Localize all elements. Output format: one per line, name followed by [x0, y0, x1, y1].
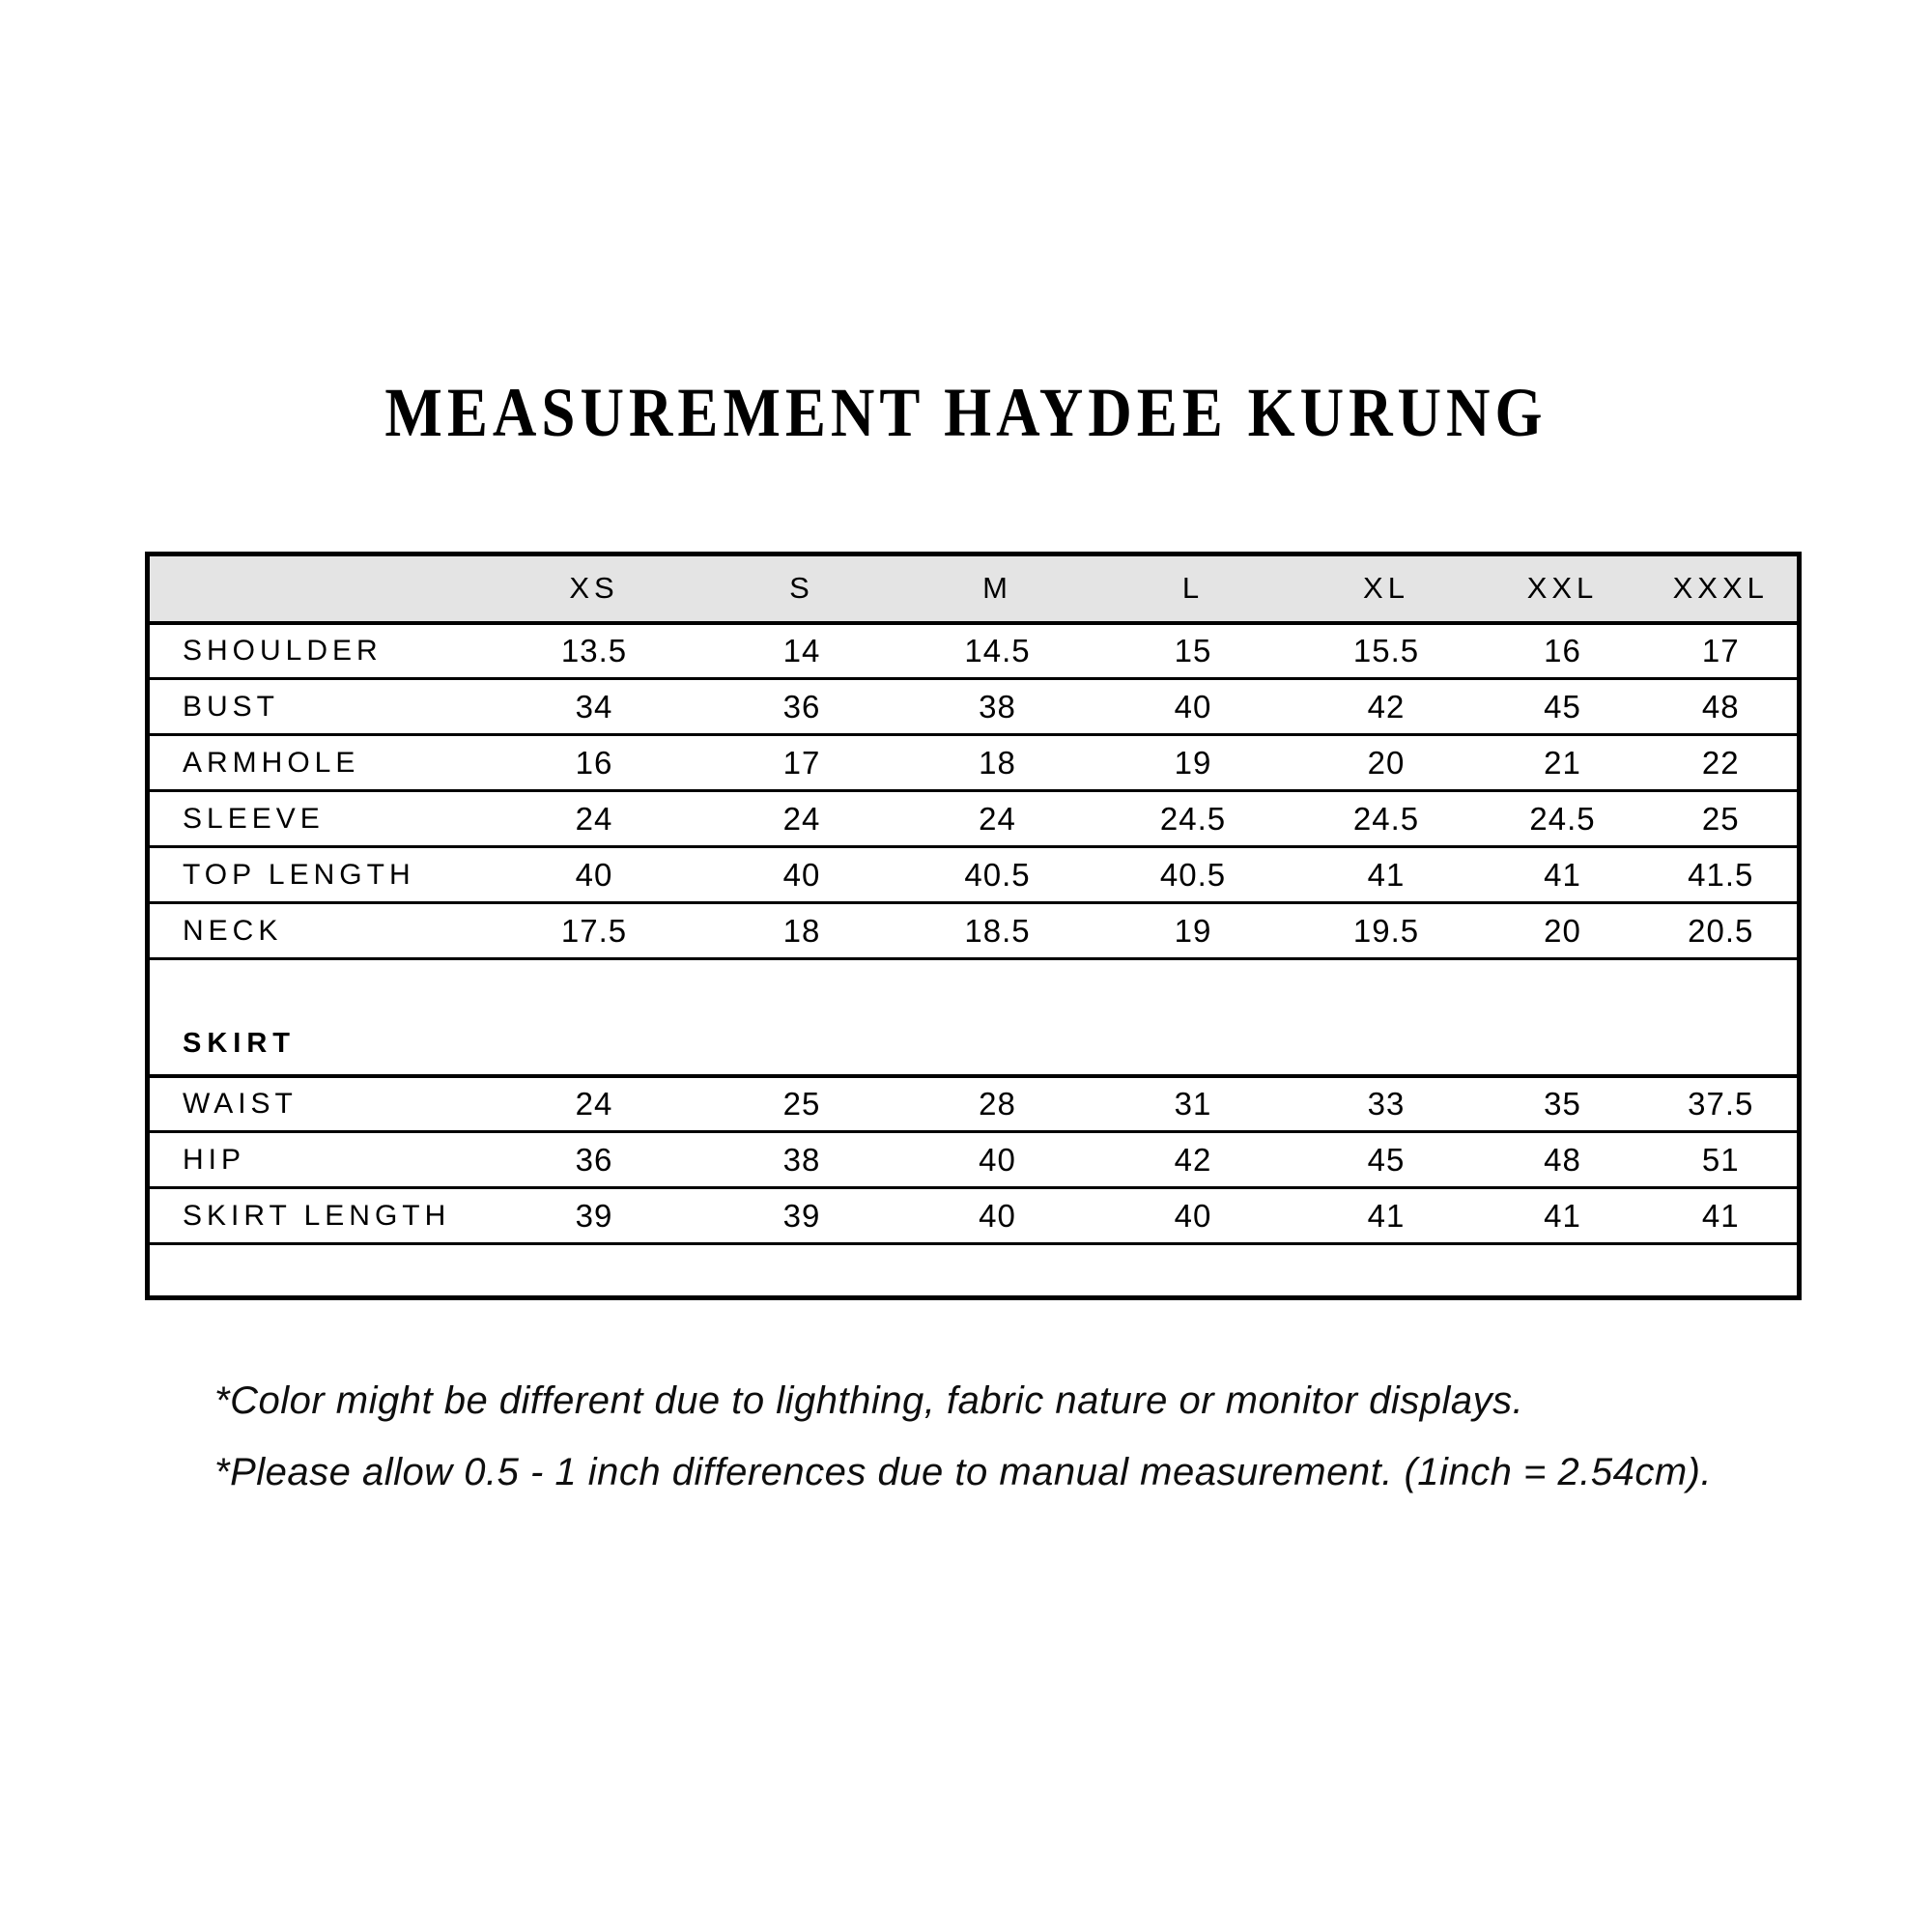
measurement-cell: 41	[1544, 856, 1581, 893]
table-row-neck	[148, 903, 1800, 959]
measurement-cell: 40	[782, 856, 821, 893]
measurement-cell: 16	[575, 744, 613, 781]
measurement-cell: 18.5	[964, 912, 1031, 949]
corner-cell	[148, 554, 486, 623]
empty-cell	[148, 1244, 1800, 1298]
measurement-cell: 42	[1174, 1141, 1212, 1178]
measurement-cell: 24	[575, 1085, 613, 1122]
measurement-cell: 17	[1701, 632, 1740, 668]
measurement-cell: 31	[1174, 1085, 1212, 1122]
measurement-cell: 20.5	[1688, 912, 1754, 949]
measurement-cell: 25	[782, 1085, 821, 1122]
table-row-sleeve	[148, 791, 1800, 847]
measurement-cell: 34	[575, 688, 613, 724]
row-label: HIP	[183, 1143, 246, 1176]
row-label: WAIST	[183, 1087, 298, 1120]
measurement-cell: 41	[1367, 856, 1406, 893]
measurement-cell: 15.5	[1352, 632, 1420, 668]
measurement-cell: 41.5	[1688, 856, 1754, 893]
measurement-cell: 48	[1544, 1141, 1581, 1178]
measurement-cell: 16	[1544, 632, 1581, 668]
skirt-section-row	[148, 959, 1800, 1076]
row-label: SKIRT LENGTH	[183, 1199, 451, 1232]
measurement-cell: 37.5	[1688, 1085, 1754, 1122]
table-row-skirt-length	[148, 1188, 1800, 1244]
size-chart-table	[145, 552, 1802, 1300]
measurement-cell: 19.5	[1352, 912, 1420, 949]
measurement-cell: 42	[1367, 688, 1406, 724]
size-column-header-s: S	[703, 554, 901, 623]
page-title-text: MEASUREMENT HAYDEE KURUNG	[384, 374, 1548, 451]
measurement-cell: 14.5	[964, 632, 1031, 668]
measurement-cell: 15	[1174, 632, 1212, 668]
measurement-cell: 24.5	[1159, 800, 1227, 837]
measurement-cell: 19	[1174, 912, 1212, 949]
measurement-cell: 40	[575, 856, 613, 893]
footnote-line-color: *Color might be different due to lighthing, fabric nature or monitor displays.	[214, 1379, 1524, 1422]
measurement-cell: 17.5	[560, 912, 628, 949]
measurement-cell: 38	[782, 1141, 821, 1178]
measurement-cell: 19	[1174, 744, 1212, 781]
table-row-waist	[148, 1076, 1800, 1132]
table-row-shoulder	[148, 623, 1800, 679]
measurement-cell: 24	[979, 800, 1016, 837]
measurement-cell: 40	[1174, 688, 1212, 724]
size-column-header-m: M	[901, 554, 1094, 623]
empty-bottom-row	[148, 1244, 1800, 1298]
size-column-header-xxxl: XXXL	[1645, 554, 1800, 623]
measurement-cell: 14	[782, 632, 821, 668]
measurement-cell: 45	[1367, 1141, 1406, 1178]
measurement-cell: 13.5	[560, 632, 628, 668]
measurement-cell: 40	[979, 1197, 1016, 1234]
measurement-cell: 45	[1544, 688, 1581, 724]
size-column-header-xxl: XXL	[1481, 554, 1645, 623]
measurement-cell: 28	[979, 1085, 1016, 1122]
measurement-cell: 41	[1367, 1197, 1406, 1234]
footnotes	[214, 1378, 1712, 1520]
row-label: NECK	[183, 914, 283, 947]
row-label: ARMHOLE	[183, 746, 360, 779]
measurement-cell: 51	[1701, 1141, 1740, 1178]
measurement-cell: 20	[1544, 912, 1581, 949]
measurement-cell: 21	[1544, 744, 1581, 781]
measurement-cell: 24	[782, 800, 821, 837]
measurement-cell: 22	[1701, 744, 1740, 781]
measurement-cell: 38	[979, 688, 1016, 724]
measurement-cell: 35	[1544, 1085, 1581, 1122]
measurement-cell: 40	[979, 1141, 1016, 1178]
skirt-section-label: SKIRT	[148, 959, 1800, 1076]
page-title	[0, 373, 1932, 451]
measurement-cell: 40.5	[1159, 856, 1227, 893]
measurement-cell: 25	[1701, 800, 1740, 837]
measurement-cell: 18	[782, 912, 821, 949]
footnote-line-measurement: *Please allow 0.5 - 1 inch differences due to manual measurement. (1inch = 2.54cm).	[214, 1451, 1713, 1493]
size-column-header-xl: XL	[1293, 554, 1481, 623]
measurement-cell: 41	[1544, 1197, 1581, 1234]
measurement-cell: 17	[782, 744, 821, 781]
row-label: BUST	[183, 690, 280, 723]
measurement-cell: 24.5	[1529, 800, 1596, 837]
measurement-cell: 24.5	[1352, 800, 1420, 837]
measurement-cell: 36	[782, 688, 821, 724]
measurement-cell: 48	[1701, 688, 1740, 724]
size-column-header-l: L	[1094, 554, 1293, 623]
measurement-cell: 39	[575, 1197, 613, 1234]
table-row-armhole	[148, 735, 1800, 791]
measurement-cell: 18	[979, 744, 1016, 781]
measurement-cell: 33	[1367, 1085, 1406, 1122]
measurement-cell: 36	[575, 1141, 613, 1178]
size-column-header-xs: XS	[486, 554, 703, 623]
measurement-cell: 40	[1174, 1197, 1212, 1234]
measurement-cell: 40.5	[964, 856, 1031, 893]
measurement-cell: 24	[575, 800, 613, 837]
table-row-hip	[148, 1132, 1800, 1188]
table-row-bust	[148, 679, 1800, 735]
row-label: TOP LENGTH	[183, 858, 415, 891]
row-label: SLEEVE	[183, 802, 325, 835]
table-row-top-length	[148, 847, 1800, 903]
measurement-cell: 41	[1701, 1197, 1740, 1234]
measurement-cell: 20	[1367, 744, 1406, 781]
size-header-row	[148, 554, 1800, 623]
row-label: SHOULDER	[183, 634, 383, 667]
measurement-cell: 39	[782, 1197, 821, 1234]
